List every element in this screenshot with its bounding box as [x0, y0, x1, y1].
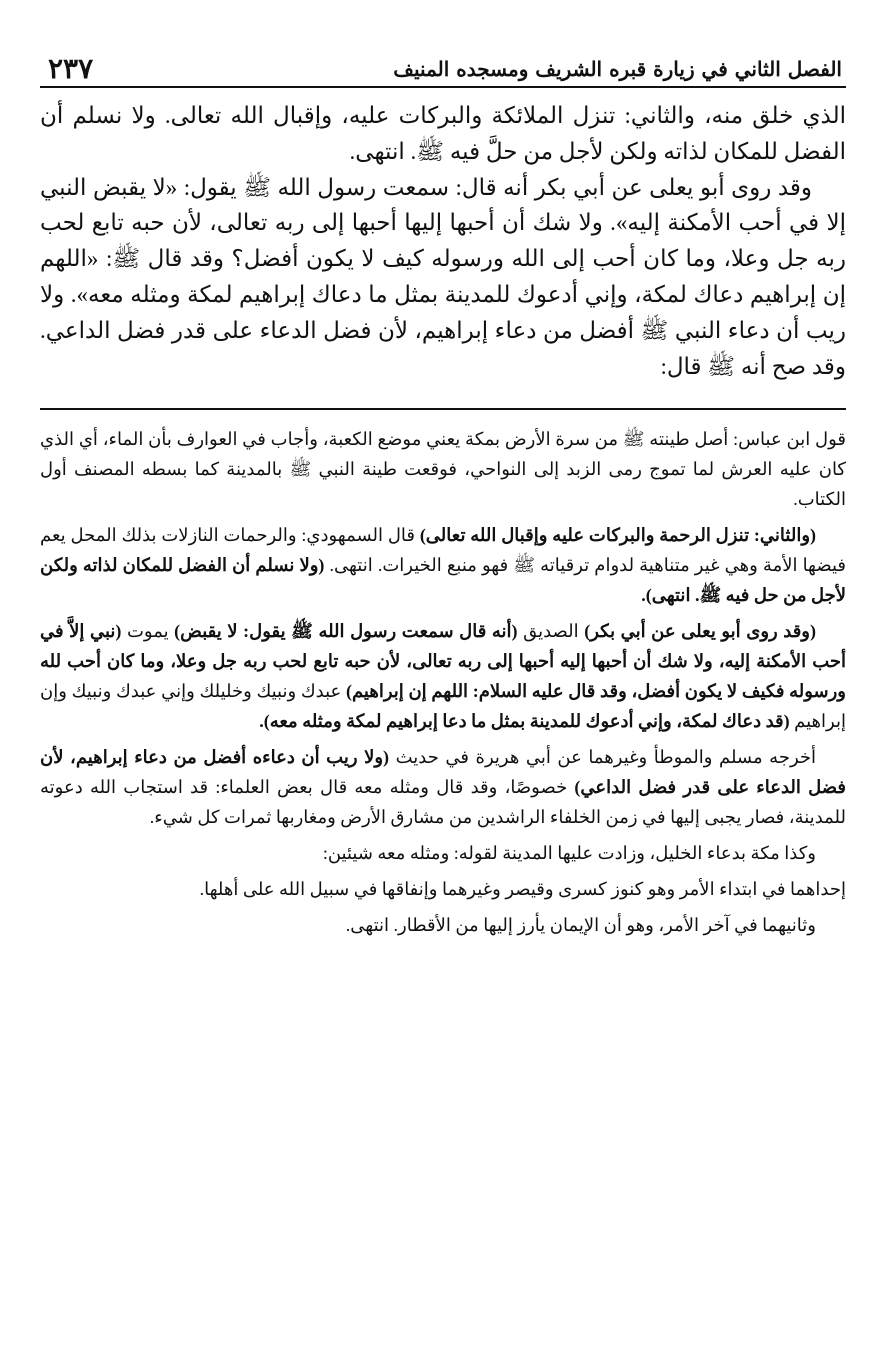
quoted-matn: (قد دعاك لمكة، وإني أدعوك للمدينة بمثل ما دعا إبراهيم لمكة ومثله معه). — [259, 711, 790, 732]
commentary-paragraph-1: قول ابن عباس: أصل طينته ﷺ من سرة الأرض بمكة يعني موضع الكعبة، وأجاب في العوارف بأن الماء، أي الذي كان عليه العرش لما تموج رمى الزبد إلى النواحي، فوقعت طينة النبي ﷺ بالمدينة كما بسطه المصنف أول الكتاب. — [40, 429, 846, 510]
commentary-text: الصديق — [517, 621, 585, 642]
main-paragraph-2: وقد روى أبو يعلى عن أبي بكر أنه قال: سمعت رسول الله ﷺ يقول: «لا يقبض النبي إلا في أحب الأمكنة إليه». ولا شك أن أحبها إليها أحبها إلى ربه تعالى، لأن حبه تابع لحب ربه جل وعلا، وما كان أحب إلى الله ورسوله كيف لا يكون أفضل؟ وقد قال ﷺ: «اللهم إن إبراهيم دعاك لمكة، وإني أدعوك للمدينة بمثل ما دعاك إبراهيم لمكة ومثله معه». ولا ريب أن دعاء النبي ﷺ أفضل من دعاء إبراهيم، لأن فضل الدعاء على قدر فضل الداعي. وقد صح أنه ﷺ قال: — [40, 174, 846, 379]
main-paragraph-1: الذي خلق منه، والثاني: تنزل الملائكة والبركات عليه، وإقبال الله تعالى. ولا نسلم أن الفضل للمكان لذاته ولكن لأجل من حلَّ فيه ﷺ. انتهى. — [40, 103, 846, 164]
commentary-paragraph-7: وثانيهما في آخر الأمر، وهو أن الإيمان يأرز إليها من الأقطار. انتهى. — [345, 915, 816, 936]
commentary-text: عبدك ونبيك وخليلك وإني عبدك ونبيك وإن إبراهيم — [40, 681, 846, 732]
quoted-matn: (والثاني: تنزل الرحمة والبركات عليه وإقبال الله تعالى) — [419, 525, 817, 546]
quoted-matn: (أنه قال سمعت رسول الله ﷺ يقول: لا يقبض) — [174, 621, 518, 642]
page-header — [40, 44, 846, 88]
quoted-matn: (ولا نسلم أن الفضل للمكان لذاته ولكن لأجل من حل فيه ﷺ. انتهى). — [40, 555, 846, 606]
running-title: الفصل الثاني في زيارة قبره الشريف ومسجده المنيف — [393, 57, 842, 81]
commentary-text: قال السمهودي: والرحمات النازلات بذلك المحل يعم فيضها الأمة وهي غير متناهية لدوام ترقياته ﷺ فهو منبع الخيرات. انتهى. — [40, 525, 847, 576]
commentary-text: يموت — [121, 621, 175, 642]
footnote-separator — [40, 408, 846, 410]
commentary-paragraph-5: وكذا مكة بدعاء الخليل، وزادت عليها المدينة لقوله: ومثله معه شيئين: — [322, 843, 816, 864]
quoted-matn: (وقد روى أبو يعلى عن أبي بكر) — [584, 621, 816, 642]
commentary-text: خصوصًا، وقد قال ومثله معه قال بعض العلماء: قد استجاب الله دعوته للمدينة، فصار يجبى إليها في زمن الخلفاء الراشدين من مشارق الأرض ومغاربها ثمرات كل شيء. — [40, 777, 846, 828]
commentary-paragraph-4 — [40, 742, 846, 832]
commentary-paragraph-6: إحداهما في ابتداء الأمر وهو كنوز كسرى وقيصر وغيرهما وإنفاقها في سبيل الله على أهلها. — [199, 879, 846, 900]
book-page — [40, 44, 846, 1334]
quoted-matn: (ولا ريب أن دعاءه أفضل من دعاء إبراهيم، لأن فضل الدعاء على قدر فضل الداعي) — [40, 747, 846, 798]
page-number: ٢٣٧ — [48, 52, 94, 85]
commentary-paragraph-2 — [40, 520, 846, 610]
commentary-text: أخرجه مسلم والموطأ وغيرهما عن أبي هريرة في حديث — [389, 747, 817, 768]
main-text — [40, 98, 846, 384]
quoted-matn: (نبي إلاَّ في أحب الأمكنة إليه، ولا شك أن أحبها إليه أحبها إلى ربه تعالى، لأن حبه تابع لحب ربه جل وعلا، وما كان أحب لله ورسوله فكيف لا يكون أفضل، وقد قال عليه السلام: اللهم إن إبراهيم) — [40, 621, 846, 702]
commentary-paragraph-3 — [40, 616, 846, 736]
commentary — [40, 424, 846, 940]
